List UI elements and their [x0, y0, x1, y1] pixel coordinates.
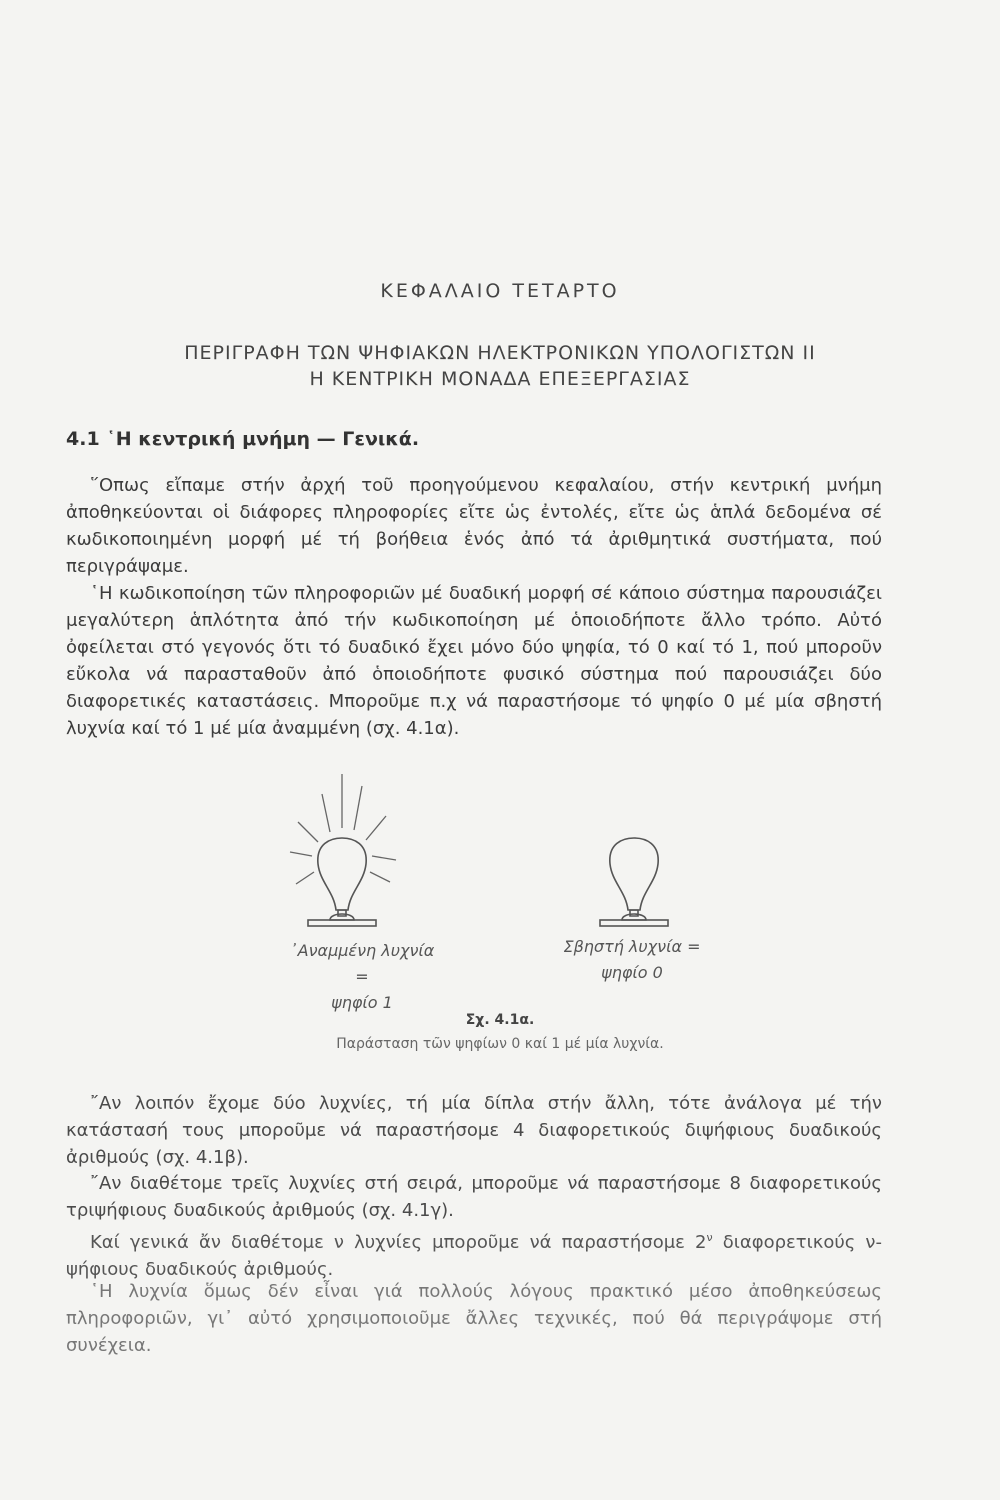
paragraph-1-text: ῞Οπως εἴπαμε στήν ἀρχή τοῦ προηγούμενου κεφαλαίου, στήν κεντρική μνήμη ἀποθηκεύονται οἱ διάφορες πληροφορίες εἴτε ὡς ἐντολές, εἴτε ὡς ἁπλά δεδομένα σέ κωδικοποιημένη μορφή μέ τή βοήθεια ἑνός ἀπό τά ἀριθμητικά συστήματα, πού περιγράψαμε.: [66, 475, 882, 577]
paragraph-3-text: ῎Αν λοιπόν ἔχομε δύο λυχνίες, τή μία δίπλα στήν ἄλλη, τότε ἀνάλογα μέ τήν κατάστασή τους μποροῦμε νά παραστήσομε 4 διαφορετικούς διψήφιους δυαδικούς ἀριθμούς (σχ. 4.1β).: [66, 1093, 882, 1168]
paragraph-5: [66, 1224, 882, 1283]
figure-caption: Παράσταση τῶν ψηφίων 0 καί 1 μέ μία λυχνία.: [336, 1036, 664, 1052]
paragraph-2: [66, 580, 882, 742]
paragraph-3: [66, 1090, 882, 1171]
paragraph-6-text: ῾Η λυχνία ὅμως δέν εἶναι γιά πολλούς λόγους πρακτικό μέσο ἀποθηκεύσεως πληροφοριῶν, γι᾿ αὐτό χρησιμοποιοῦμε ἄλλες τεχνικές, πού θά περιγράψομε στή συνέχεια.: [66, 1281, 882, 1356]
off-lamp-label-line-2: ψηφίο 0: [601, 963, 663, 982]
paragraph-4-text: ῎Αν διαθέτομε τρεῖς λυχνίες στή σειρά, μποροῦμε νά παραστήσομε 8 διαφορετικούς τριψήφιους δυαδικούς ἀριθμούς (σχ. 4.1γ).: [66, 1173, 882, 1221]
light-rays: [290, 774, 396, 884]
paragraph-5-superscript: ν: [706, 1231, 713, 1244]
lit-lamp-label-line-1: ᾿Αναμμένη λυχνία =: [289, 941, 435, 986]
paragraph-5-text-a: Καί γενικά ἄν διαθέτομε ν λυχνίες μποροῦμε νά παραστήσομε 2: [90, 1232, 707, 1253]
lit-lamp-label-line-2: ψηφίο 1: [331, 993, 393, 1012]
off-lamp-label: [552, 934, 712, 986]
paragraph-1: [66, 472, 882, 580]
chapter-title: [0, 340, 1000, 392]
lit-lamp-label: [282, 938, 442, 1016]
paragraph-6: [66, 1278, 882, 1359]
figure-number: Σχ. 4.1α.: [465, 1012, 535, 1028]
off-lamp-icon: [600, 838, 668, 926]
chapter-heading: ΚΕΦΑΛΑΙΟ ΤΕΤΑΡΤΟ: [380, 280, 620, 302]
chapter-title-line-2: Η ΚΕΝΤΡΙΚΗ ΜΟΝΑΔΑ ΕΠΕΞΕΡΓΑΣΙΑΣ: [309, 368, 691, 390]
chapter-title-line-1: ΠΕΡΙΓΡΑΦΗ ΤΩΝ ΨΗΦΙΑΚΩΝ ΗΛΕΚΤΡΟΝΙΚΩΝ ΥΠΟΛΟΓΙΣΤΩΝ ΙΙ: [184, 342, 816, 364]
section-heading: 4.1 ῾Η κεντρική μνήμη — Γενικά.: [66, 428, 420, 450]
lit-lamp-icon: [290, 774, 396, 926]
off-lamp-label-line-1: Σβηστή λυχνία =: [563, 937, 701, 956]
paragraph-4: [66, 1170, 882, 1224]
paragraph-5-text-b: διαφορετικούς ν-ψήφιους δυαδικούς ἀριθμούς.: [66, 1232, 882, 1280]
paragraph-2-text: ῾Η κωδικοποίηση τῶν πληροφοριῶν μέ δυαδική μορφή σέ κάποιο σύστημα παρουσιάζει μεγαλύτερη ἁπλότητα ἀπό τήν κωδικοποίηση μέ ὁποιοδήποτε ἄλλο τρόπο. Αὐτό ὀφείλεται στό γεγονός ὅτι τό δυαδικό ἔχει μόνο δύο ψηφία, τό 0 καί τό 1, πού μποροῦν εὔκολα νά παρασταθοῦν ἀπό ὁποιοδήποτε φυσικό σύστημα πού παρουσιάζει δύο διαφορετικές καταστάσεις. Μποροῦμε π.χ νά παραστήσομε τό ψηφίο 0 μέ μία σβηστή λυχνία καί τό 1 μέ μία ἀναμμένη (σχ. 4.1α).: [66, 583, 882, 739]
